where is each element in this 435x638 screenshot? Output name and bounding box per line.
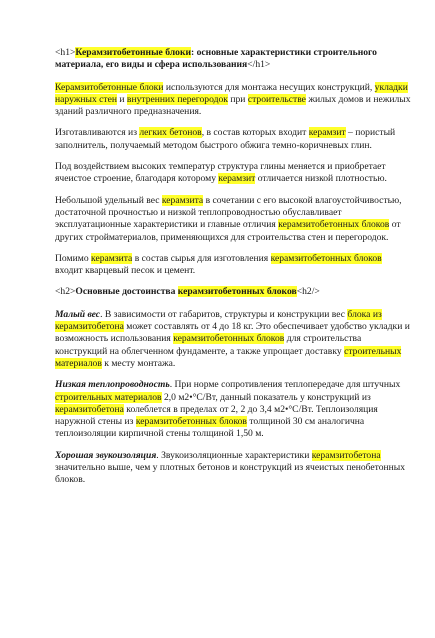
h2-open-tag: <h2> xyxy=(55,286,76,298)
keyword: строительстве xyxy=(247,93,306,105)
keyword: керамзитобетонных блоков xyxy=(173,333,285,345)
text-run: толщиной 30 см аналогична теплоизоляции кирпичной стены толщиной 1,50 м. xyxy=(55,416,365,440)
keyword: строительных материалов xyxy=(55,345,402,369)
text-run: в состав сырья для изготовления xyxy=(132,252,271,264)
document-body xyxy=(55,47,411,496)
text-run: – пористый заполнитель, получаемый методом быстрого обжига темно-коричневых глин. xyxy=(55,127,396,151)
paragraph-low-weight xyxy=(55,309,411,370)
keyword: керамзита xyxy=(161,194,204,206)
paragraph-production xyxy=(55,127,411,152)
paragraph-properties xyxy=(55,195,411,244)
text-run: может составлять от 4 до 18 кг. Это обеспечивает удобство укладки и возможность использования xyxy=(55,321,410,345)
text-run: , в состав которых входит xyxy=(201,127,309,139)
paragraph-thermal xyxy=(55,379,411,440)
text-run: Небольшой удельный вес xyxy=(55,194,162,206)
text-run: . Звукоизоляционные характеристики xyxy=(156,449,312,461)
text-run: при xyxy=(227,93,248,105)
keyword: керамзитобетонных блоков xyxy=(270,252,382,264)
keyword: керамзитобетона xyxy=(311,449,381,461)
text-run: Изготавливаются из xyxy=(55,127,140,139)
h1-keyword: Керамзитобетонные блоки xyxy=(75,47,192,58)
keyword: керамзитобетона xyxy=(55,403,124,415)
keyword: керамзита xyxy=(91,252,133,264)
keyword: внутренних перегородок xyxy=(126,93,228,105)
h1-heading xyxy=(55,47,411,72)
text-run: в сочетании с его высокой влагоустойчивостью, достаточной прочностью и низкой теплопроводностью обуславливает эксплуатационные характеристики и главные отличия xyxy=(55,194,402,231)
lead-term: Хорошая звукоизоляция xyxy=(55,449,157,461)
text-run: значительно выше, чем у плотных бетонов и конструкций из ячеистых пенобетонных блоков. xyxy=(55,462,406,486)
text-run: . В зависимости от габаритов, структуры и конструкции вес xyxy=(100,308,348,320)
keyword: керамзитобетонных блоков xyxy=(278,219,390,231)
keyword: легких бетонов xyxy=(139,127,202,139)
text-run: отличается низкой плотностью. xyxy=(255,173,387,185)
lead-term: Низкая теплопроводность xyxy=(55,379,170,391)
h2-close-tag: <h2/> xyxy=(296,286,320,298)
paragraph-structure xyxy=(55,161,411,186)
text-run: Под воздействием высоких температур структура глины меняется и приобретает ячеистое строение, благодаря которому xyxy=(55,161,386,185)
text-run: . При норме сопротивления теплопередаче для штучных xyxy=(169,379,401,391)
keyword: Керамзитобетонные блоки xyxy=(55,81,164,93)
text-run: колеблется в пределах от 2, 2 до 3,4 м2•°С/Вт. Теплоизоляция наружной стены из xyxy=(55,403,378,428)
text-run: и xyxy=(116,93,127,105)
h2-heading xyxy=(55,286,411,298)
text-run: используются для монтажа несущих конструкций, xyxy=(163,81,375,93)
h1-open-tag: <h1> xyxy=(55,47,76,58)
text-run: 2,0 м2•°С/Вт, данный показатель у конструкций из xyxy=(161,391,371,403)
paragraph-intro xyxy=(55,82,411,119)
keyword: керамзит xyxy=(308,127,346,139)
h1-text: : основные характеристики строительного материала, его виды и сфера использования xyxy=(55,47,377,71)
paragraph-composition xyxy=(55,253,411,278)
keyword: блока из керамзитобетона xyxy=(55,308,382,333)
paragraph-sound xyxy=(55,450,411,487)
h1-close-tag: </h1> xyxy=(247,59,271,71)
keyword: укладки наружных стен xyxy=(55,81,408,105)
keyword: керамзитобетонных блоков xyxy=(135,416,247,428)
text-run: входит кварцевый песок и цемент. xyxy=(55,265,196,277)
keyword: керамзит xyxy=(218,173,256,185)
keyword: строительных материалов xyxy=(55,391,162,403)
text-run: для строительства конструкций на облегченном фундаменте, а также упрощает доставку xyxy=(55,333,362,357)
text-run: к месту монтажа. xyxy=(101,357,176,369)
h2-keyword: керамзитобетонных блоков xyxy=(177,286,297,298)
h2-text: Основные достоинства xyxy=(75,286,178,298)
text-run: Помимо xyxy=(55,252,92,264)
text-run: от других стройматериалов, применяющихся для строительства стен и перегородок. xyxy=(55,219,401,243)
lead-term: Малый вес xyxy=(55,308,101,320)
text-run: жилых домов и нежилых зданий различного предназначения. xyxy=(55,93,411,118)
